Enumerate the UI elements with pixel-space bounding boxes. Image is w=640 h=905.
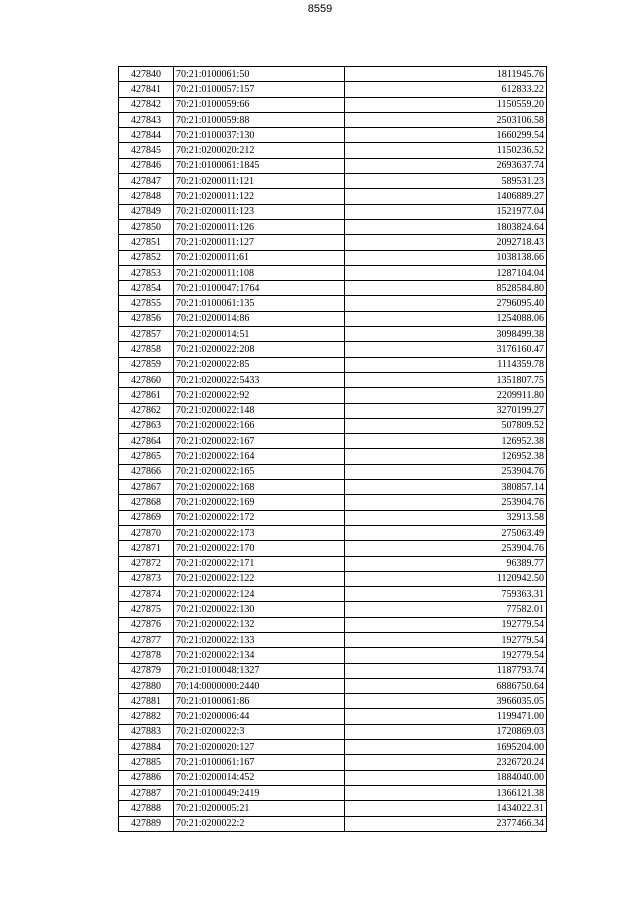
cadastral-value-cell: 192779.54 [345, 632, 547, 647]
row-number-cell: 427867 [119, 480, 174, 495]
row-number-cell: 427848 [119, 189, 174, 204]
cadastral-value-cell: 2326720.24 [345, 755, 547, 770]
row-number-cell: 427840 [119, 67, 174, 82]
cadastral-value-cell: 2796095.40 [345, 296, 547, 311]
cadastral-value-cell: 3270199.27 [345, 403, 547, 418]
cadastral-number-cell: 70:21:0200022:165 [174, 464, 345, 479]
cadastral-value-cell: 1434022.31 [345, 801, 547, 816]
cadastral-number-cell: 70:21:0200020:212 [174, 143, 345, 158]
row-number-cell: 427868 [119, 495, 174, 510]
cadastral-number-cell: 70:21:0100061:135 [174, 296, 345, 311]
cadastral-number-cell: 70:21:0200022:85 [174, 357, 345, 372]
cadastral-number-cell: 70:14:0000000:2440 [174, 678, 345, 693]
cadastral-number-cell: 70:21:0100047:1764 [174, 281, 345, 296]
table-row [119, 785, 547, 800]
row-number-cell: 427872 [119, 556, 174, 571]
row-number-cell: 427852 [119, 250, 174, 265]
row-number-cell: 427882 [119, 709, 174, 724]
row-number-cell: 427881 [119, 694, 174, 709]
cadastral-number-cell: 70:21:0200011:127 [174, 235, 345, 250]
table-row [119, 174, 547, 189]
cadastral-value-cell: 1254088.06 [345, 311, 547, 326]
cadastral-number-cell: 70:21:0100059:66 [174, 97, 345, 112]
cadastral-number-cell: 70:21:0100049:2419 [174, 785, 345, 800]
cadastral-value-cell: 507809.52 [345, 418, 547, 433]
cadastral-number-cell: 70:21:0200022:130 [174, 602, 345, 617]
row-number-cell: 427851 [119, 235, 174, 250]
cadastral-value-table [118, 66, 547, 832]
row-number-cell: 427841 [119, 82, 174, 97]
table-row [119, 587, 547, 602]
row-number-cell: 427875 [119, 602, 174, 617]
cadastral-value-cell: 1811945.76 [345, 67, 547, 82]
cadastral-number-cell: 70:21:0200011:122 [174, 189, 345, 204]
table-row [119, 694, 547, 709]
cadastral-value-cell: 1884040.00 [345, 770, 547, 785]
table-row [119, 724, 547, 739]
cadastral-number-cell: 70:21:0200022:208 [174, 342, 345, 357]
row-number-cell: 427873 [119, 571, 174, 586]
row-number-cell: 427844 [119, 128, 174, 143]
row-number-cell: 427877 [119, 632, 174, 647]
table-row [119, 801, 547, 816]
cadastral-number-cell: 70:21:0200011:61 [174, 250, 345, 265]
table-row [119, 250, 547, 265]
row-number-cell: 427857 [119, 327, 174, 342]
cadastral-number-cell: 70:21:0200022:168 [174, 480, 345, 495]
row-number-cell: 427886 [119, 770, 174, 785]
cadastral-number-cell: 70:21:0200006:44 [174, 709, 345, 724]
cadastral-value-cell: 192779.54 [345, 648, 547, 663]
table-body [119, 67, 547, 832]
row-number-cell: 427847 [119, 174, 174, 189]
table-row [119, 372, 547, 387]
row-number-cell: 427864 [119, 434, 174, 449]
cadastral-number-cell: 70:21:0200022:124 [174, 587, 345, 602]
cadastral-value-cell: 380857.14 [345, 480, 547, 495]
table-row [119, 648, 547, 663]
table-row [119, 97, 547, 112]
table-row [119, 480, 547, 495]
cadastral-value-cell: 1351807.75 [345, 372, 547, 387]
table-row [119, 571, 547, 586]
cadastral-number-cell: 70:21:0200011:121 [174, 174, 345, 189]
row-number-cell: 427887 [119, 785, 174, 800]
cadastral-number-cell: 70:21:0200014:51 [174, 327, 345, 342]
table-row [119, 464, 547, 479]
row-number-cell: 427889 [119, 816, 174, 831]
cadastral-number-cell: 70:21:0200022:169 [174, 495, 345, 510]
cadastral-value-cell: 2092718.43 [345, 235, 547, 250]
table-row [119, 449, 547, 464]
cadastral-value-cell: 2209911.80 [345, 388, 547, 403]
cadastral-value-cell: 1120942.50 [345, 571, 547, 586]
cadastral-value-cell: 1187793.74 [345, 663, 547, 678]
table-row [119, 418, 547, 433]
table-row [119, 219, 547, 234]
table-row [119, 541, 547, 556]
cadastral-number-cell: 70:21:0200014:86 [174, 311, 345, 326]
cadastral-value-cell: 77582.01 [345, 602, 547, 617]
cadastral-value-cell: 1199471.00 [345, 709, 547, 724]
table-row [119, 740, 547, 755]
row-number-cell: 427853 [119, 265, 174, 280]
cadastral-value-cell: 1695204.00 [345, 740, 547, 755]
table-row [119, 327, 547, 342]
table-row [119, 296, 547, 311]
row-number-cell: 427860 [119, 372, 174, 387]
cadastral-number-cell: 70:21:0200020:127 [174, 740, 345, 755]
table-row [119, 112, 547, 127]
table-row [119, 189, 547, 204]
row-number-cell: 427856 [119, 311, 174, 326]
cadastral-value-cell: 3176160.47 [345, 342, 547, 357]
row-number-cell: 427849 [119, 204, 174, 219]
row-number-cell: 427880 [119, 678, 174, 693]
table-row [119, 602, 547, 617]
cadastral-number-cell: 70:21:0100061:50 [174, 67, 345, 82]
cadastral-number-cell: 70:21:0200014:452 [174, 770, 345, 785]
cadastral-value-cell: 8528584.80 [345, 281, 547, 296]
row-number-cell: 427854 [119, 281, 174, 296]
cadastral-value-cell: 192779.54 [345, 617, 547, 632]
cadastral-number-cell: 70:21:0200022:166 [174, 418, 345, 433]
table-row [119, 525, 547, 540]
cadastral-number-cell: 70:21:0200022:148 [174, 403, 345, 418]
cadastral-number-cell: 70:21:0200022:5433 [174, 372, 345, 387]
cadastral-value-cell: 253904.76 [345, 464, 547, 479]
cadastral-number-cell: 70:21:0100057:157 [174, 82, 345, 97]
row-number-cell: 427885 [119, 755, 174, 770]
cadastral-value-cell: 1150559.20 [345, 97, 547, 112]
table-row [119, 678, 547, 693]
cadastral-number-cell: 70:21:0200022:173 [174, 525, 345, 540]
cadastral-value-cell: 1038138.66 [345, 250, 547, 265]
cadastral-value-cell: 2693637.74 [345, 158, 547, 173]
cadastral-number-cell: 70:21:0200005:21 [174, 801, 345, 816]
table-row [119, 128, 547, 143]
cadastral-number-cell: 70:21:0200022:2 [174, 816, 345, 831]
cadastral-number-cell: 70:21:0100037:130 [174, 128, 345, 143]
cadastral-number-cell: 70:21:0200022:92 [174, 388, 345, 403]
table-row [119, 510, 547, 525]
cadastral-value-cell: 759363.31 [345, 587, 547, 602]
row-number-cell: 427884 [119, 740, 174, 755]
cadastral-value-cell: 1114359.78 [345, 357, 547, 372]
table-row [119, 556, 547, 571]
table-row [119, 770, 547, 785]
row-number-cell: 427871 [119, 541, 174, 556]
cadastral-number-cell: 70:21:0100061:167 [174, 755, 345, 770]
row-number-cell: 427870 [119, 525, 174, 540]
table-row [119, 235, 547, 250]
row-number-cell: 427865 [119, 449, 174, 464]
cadastral-number-cell: 70:21:0100059:88 [174, 112, 345, 127]
row-number-cell: 427862 [119, 403, 174, 418]
table-row [119, 495, 547, 510]
row-number-cell: 427876 [119, 617, 174, 632]
cadastral-value-cell: 6886750.64 [345, 678, 547, 693]
cadastral-number-cell: 70:21:0200022:3 [174, 724, 345, 739]
cadastral-value-cell: 3098499.38 [345, 327, 547, 342]
cadastral-number-cell: 70:21:0100061:1845 [174, 158, 345, 173]
cadastral-number-cell: 70:21:0100048:1327 [174, 663, 345, 678]
cadastral-number-cell: 70:21:0200022:172 [174, 510, 345, 525]
row-number-cell: 427842 [119, 97, 174, 112]
table-row [119, 755, 547, 770]
table-row [119, 709, 547, 724]
page-number: 8559 [307, 3, 333, 15]
table-row [119, 281, 547, 296]
table-row [119, 311, 547, 326]
cadastral-number-cell: 70:21:0200011:126 [174, 219, 345, 234]
row-number-cell: 427858 [119, 342, 174, 357]
cadastral-value-cell: 1521977.04 [345, 204, 547, 219]
cadastral-value-cell: 1803824.64 [345, 219, 547, 234]
table-row [119, 632, 547, 647]
table-row [119, 265, 547, 280]
table-row [119, 388, 547, 403]
cadastral-value-cell: 2503106.58 [345, 112, 547, 127]
row-number-cell: 427879 [119, 663, 174, 678]
row-number-cell: 427866 [119, 464, 174, 479]
row-number-cell: 427850 [119, 219, 174, 234]
cadastral-number-cell: 70:21:0200022:171 [174, 556, 345, 571]
cadastral-value-cell: 1366121.38 [345, 785, 547, 800]
cadastral-value-cell: 3966035.05 [345, 694, 547, 709]
cadastral-number-cell: 70:21:0200022:122 [174, 571, 345, 586]
row-number-cell: 427843 [119, 112, 174, 127]
row-number-cell: 427863 [119, 418, 174, 433]
cadastral-number-cell: 70:21:0200022:133 [174, 632, 345, 647]
cadastral-number-cell: 70:21:0200011:123 [174, 204, 345, 219]
cadastral-number-cell: 70:21:0200011:108 [174, 265, 345, 280]
cadastral-value-cell: 1287104.04 [345, 265, 547, 280]
cadastral-number-cell: 70:21:0200022:134 [174, 648, 345, 663]
cadastral-value-cell: 1150236.52 [345, 143, 547, 158]
row-number-cell: 427878 [119, 648, 174, 663]
table-row [119, 816, 547, 831]
cadastral-value-cell: 2377466.34 [345, 816, 547, 831]
cadastral-value-cell: 32913.58 [345, 510, 547, 525]
cadastral-number-cell: 70:21:0200022:164 [174, 449, 345, 464]
cadastral-value-cell: 96389.77 [345, 556, 547, 571]
table-row [119, 342, 547, 357]
row-number-cell: 427855 [119, 296, 174, 311]
row-number-cell: 427888 [119, 801, 174, 816]
row-number-cell: 427861 [119, 388, 174, 403]
table-row [119, 67, 547, 82]
row-number-cell: 427874 [119, 587, 174, 602]
table-row [119, 357, 547, 372]
table-row [119, 82, 547, 97]
cadastral-value-cell: 253904.76 [345, 541, 547, 556]
row-number-cell: 427845 [119, 143, 174, 158]
cadastral-value-cell: 126952.38 [345, 434, 547, 449]
table-row [119, 434, 547, 449]
cadastral-value-cell: 126952.38 [345, 449, 547, 464]
cadastral-value-cell: 253904.76 [345, 495, 547, 510]
cadastral-number-cell: 70:21:0100061:86 [174, 694, 345, 709]
table-row [119, 663, 547, 678]
row-number-cell: 427869 [119, 510, 174, 525]
row-number-cell: 427859 [119, 357, 174, 372]
row-number-cell: 427846 [119, 158, 174, 173]
cadastral-value-cell: 1406889.27 [345, 189, 547, 204]
cadastral-value-cell: 589531.23 [345, 174, 547, 189]
row-number-cell: 427883 [119, 724, 174, 739]
cadastral-number-cell: 70:21:0200022:167 [174, 434, 345, 449]
table-row [119, 143, 547, 158]
cadastral-number-cell: 70:21:0200022:170 [174, 541, 345, 556]
table-row [119, 403, 547, 418]
cadastral-value-cell: 1660299.54 [345, 128, 547, 143]
cadastral-number-cell: 70:21:0200022:132 [174, 617, 345, 632]
table-row [119, 617, 547, 632]
table-row [119, 158, 547, 173]
cadastral-value-cell: 612833.22 [345, 82, 547, 97]
cadastral-value-cell: 1720869.03 [345, 724, 547, 739]
cadastral-value-cell: 275063.49 [345, 525, 547, 540]
table-row [119, 204, 547, 219]
